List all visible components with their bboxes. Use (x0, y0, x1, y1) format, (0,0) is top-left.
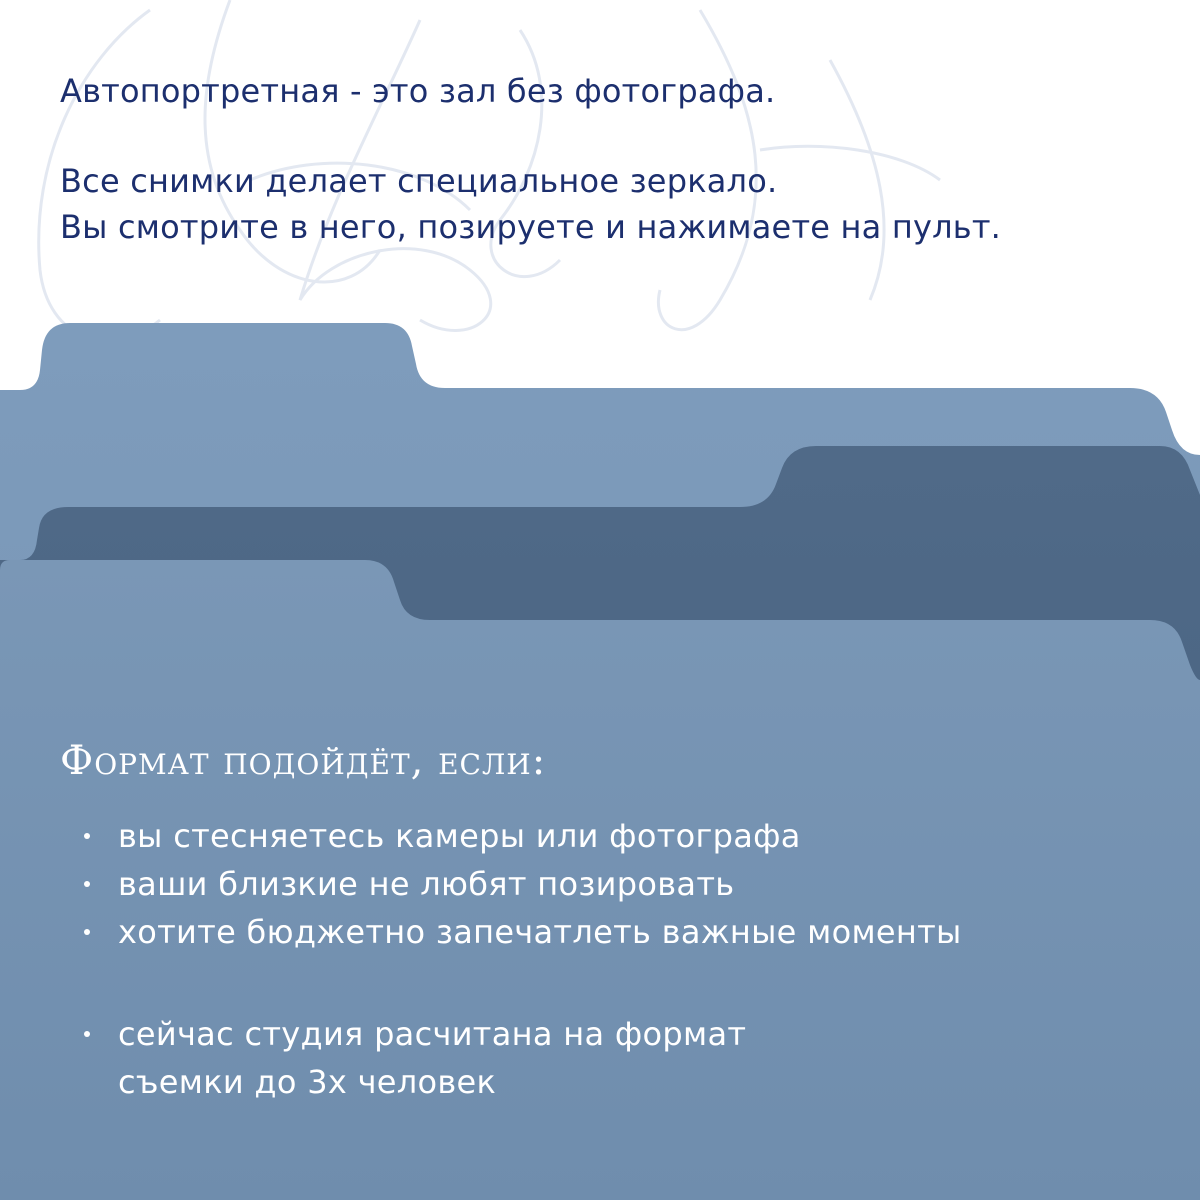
bullet-item-3 (80, 908, 962, 956)
bullet-list (80, 812, 962, 1106)
bullet-text: сейчас студия расчитана на формат (118, 1015, 747, 1053)
bullet-item-2 (80, 860, 962, 908)
bullet-text: вы стесняетесь камеры или фотографа (118, 817, 801, 855)
bullet-item-4 (80, 1010, 962, 1106)
intro-line-2: Все снимки делает специальное зеркало. (60, 162, 778, 200)
bullet-text-continued: съемки до 3х человек (118, 1063, 497, 1101)
bullet-text: хотите бюджетно запечатлеть важные моменты (118, 913, 962, 951)
folder-heading: Формат подойдёт, если: (60, 738, 547, 784)
bullet-text: ваши близкие не любят позировать (118, 865, 735, 903)
intro-line-1: Автопортретная - это зал без фотографа. (60, 72, 776, 110)
bullet-item-1 (80, 812, 962, 860)
intro-line-3: Вы смотрите в него, позируете и нажимаете на пульт. (60, 208, 1002, 246)
